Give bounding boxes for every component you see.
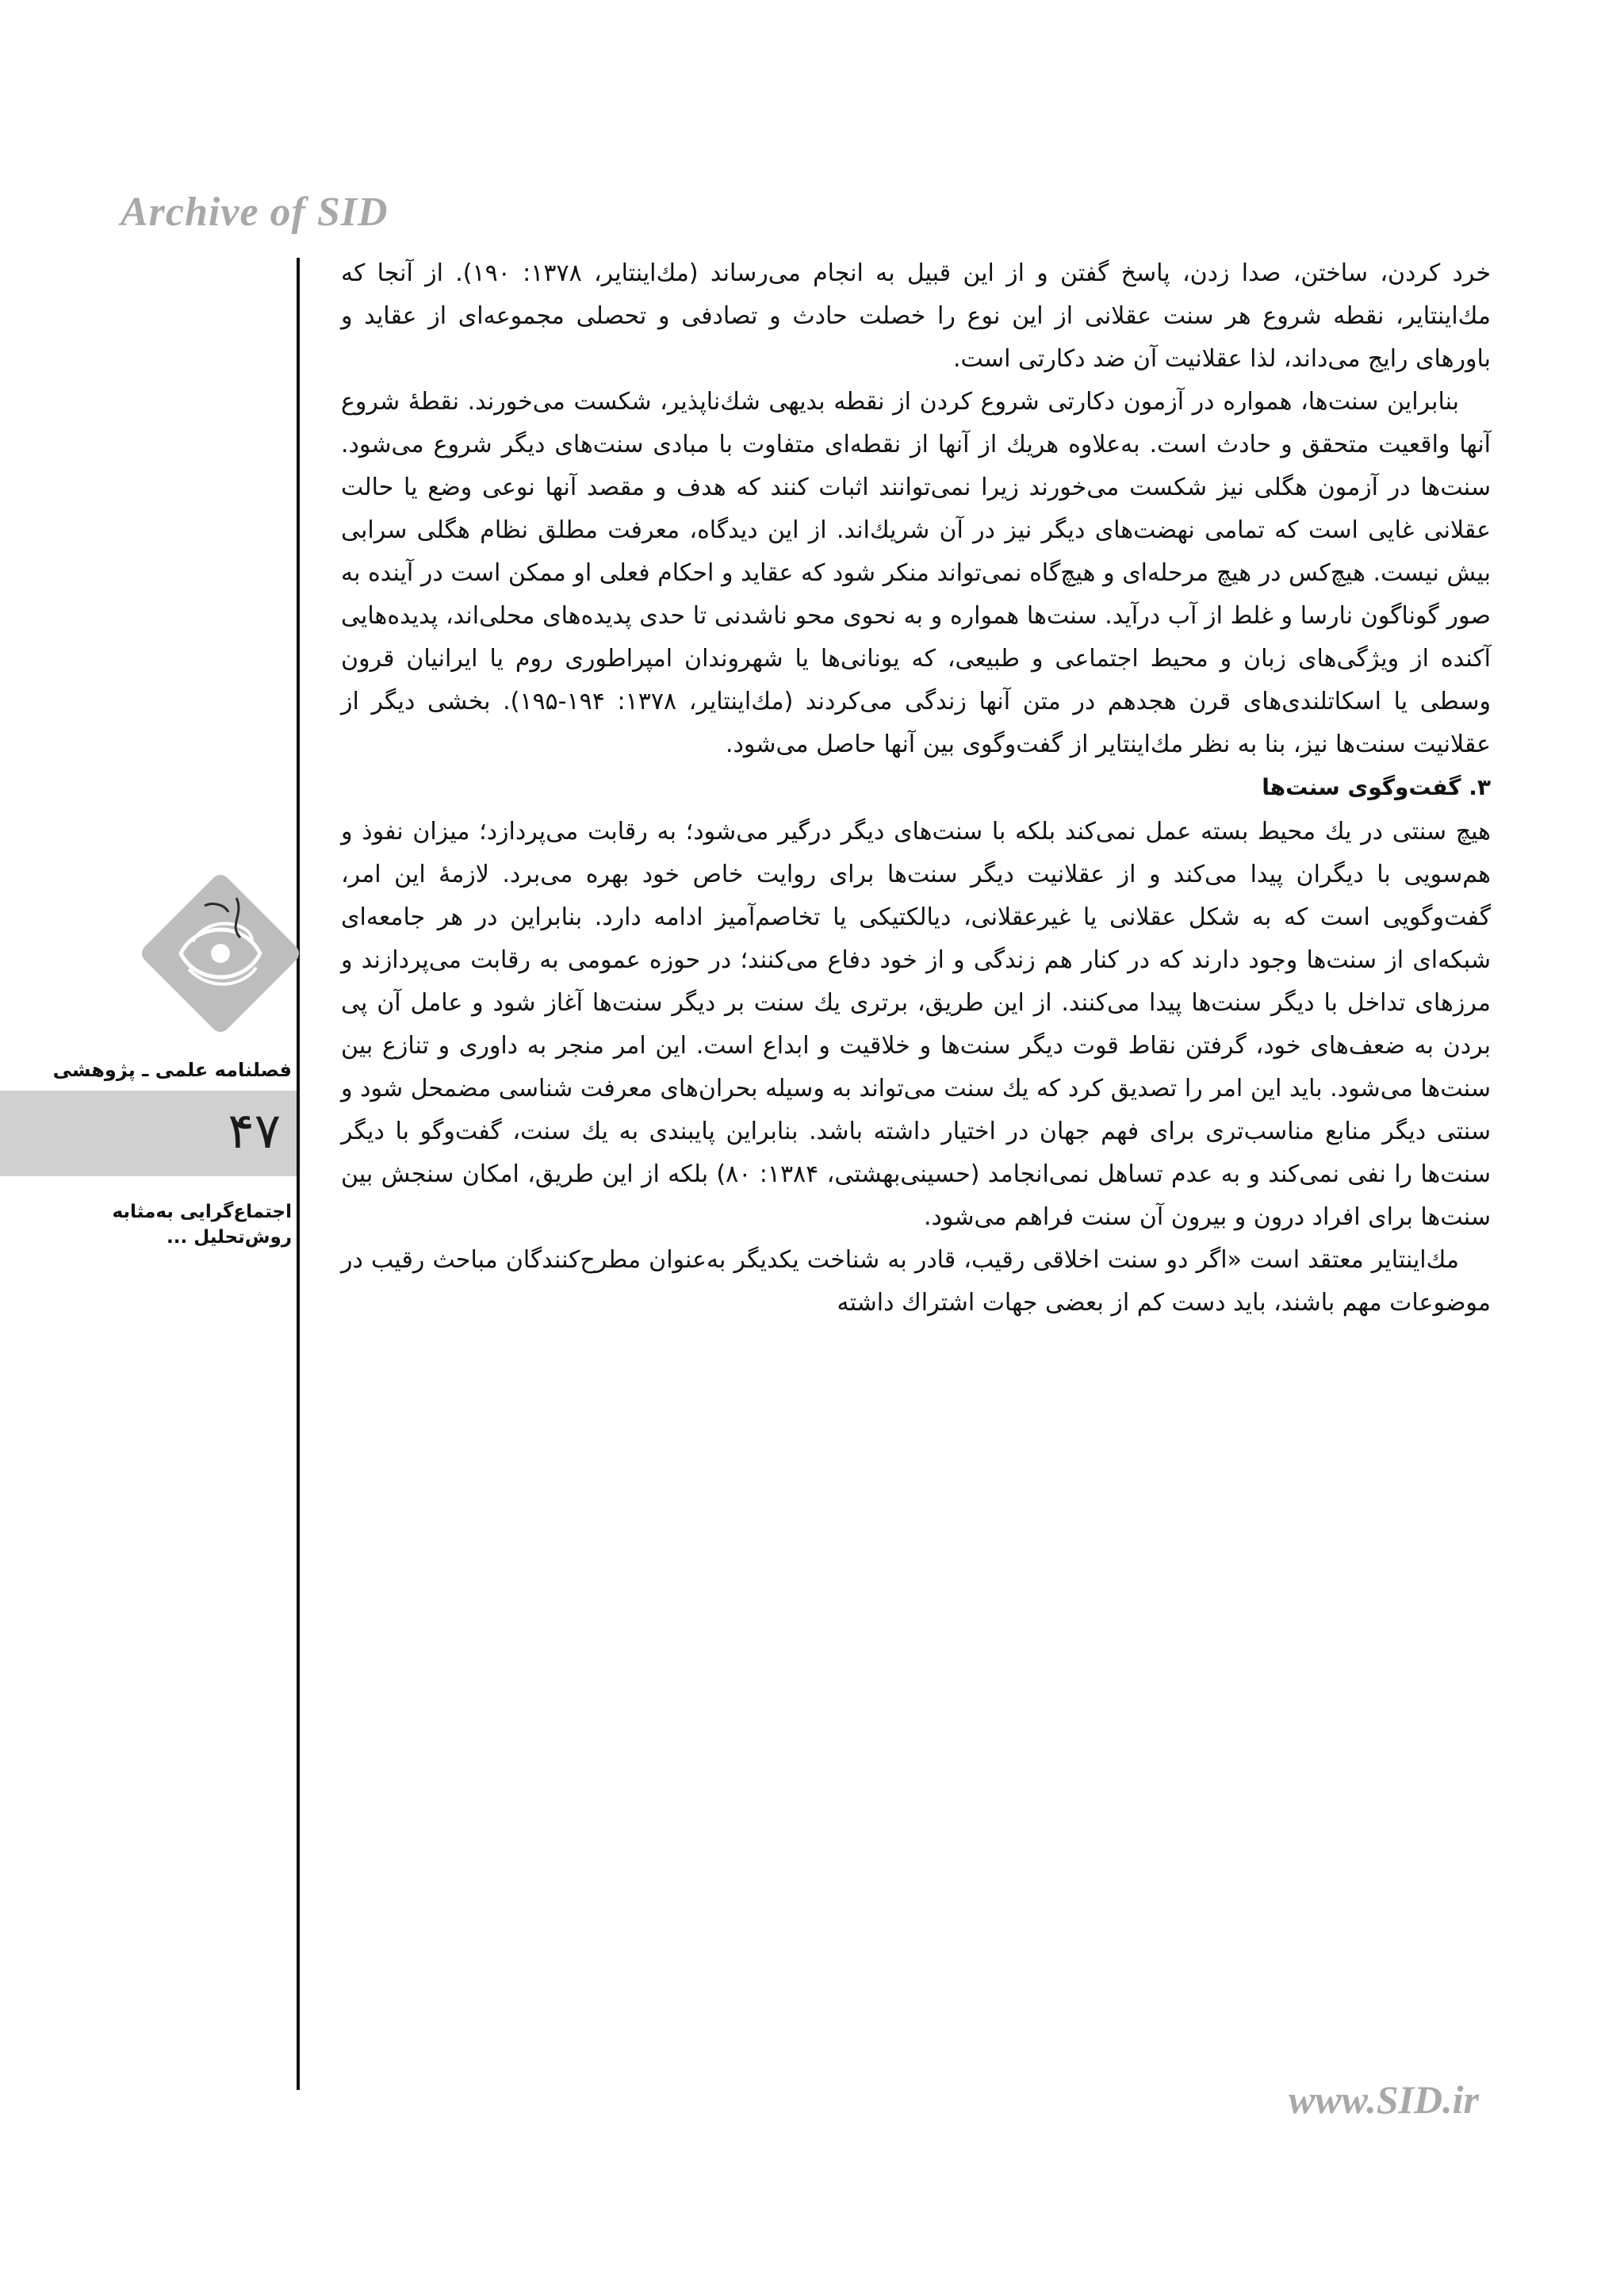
body-text xyxy=(341,252,1491,1325)
page-number: ۴۷ xyxy=(228,1102,281,1160)
paragraph-4: مك‌اینتایر معتقد است «اگر دو سنت اخلاقی رقیب، قادر به شناخت یکدیگر به‌عنوان مطرح‌کنندگان مباحث رقیب در موضوعات مهم باشند، باید دست کم از بعضی جهات اشتراك داشته xyxy=(341,1246,1491,1317)
column-divider xyxy=(297,258,300,2090)
journal-label xyxy=(0,1059,297,1081)
paragraph-2: بنابراین سنت‌ها، همواره در آزمون دکارتی شروع کردن از نقطه بدیهی شك‌ناپذیر، شکست می‌خورند. نقطهٔ شروع آنها واقعیت متحقق و حادث است. به‌علاوه هریك از آنها از نقطه‌ای متفاوت با مبادی سنت‌های دیگر شروع می‌شود. سنت‌ها در آزمون هگلی نیز شکست می‌خورند زیرا نمی‌توانند اثبات کنند که هدف و مقصد آنها نوعی وضع یا حالت عقلانی غایی است که تمامی نهضت‌های دیگر نیز در آن شریك‌اند. از این دیدگاه، معرفت مطلق نظام هگلی سرابی بیش نیست. هیچ‌کس در هیچ مرحله‌ای و هیچ‌گاه نمی‌تواند منکر شود که عقاید و احکام فعلی او ممکن است در آینده به صور گوناگون نارسا و غلط از آب درآید. سنت‌ها همواره و به نحوی محو ناشدنی تا حدی پدیده‌های محلی‌اند، پدیده‌هایی آکنده از ویژگی‌های زبان و محیط اجتماعی و طبیعی، که یونانی‌ها یا شهروندان امپراطوری روم یا ایرانیان قرون وسطی یا اسکاتلندی‌های قرن هجدهم در متن آنها زندگی می‌کردند (مك‌اینتایر، ۱۳۷۸: ۱۹۴-۱۹۵). بخشی دیگر از عقلانیت سنت‌ها نیز، بنا به نظر مك‌اینتایر از گفت‌وگوی بین آنها حاصل می‌شود. xyxy=(341,388,1491,758)
page-number-box xyxy=(0,1091,297,1176)
section-heading: ۳. گفت‌وگوی سنت‌ها xyxy=(1262,774,1491,800)
paragraph-3: هیچ سنتی در یك محیط بسته عمل نمی‌کند بلکه با سنت‌های دیگر درگیر می‌شود؛ به رقابت می‌پردازد؛ میزان نفوذ و هم‌سویی با دیگران پیدا می‌کند و از عقلانیت دیگر سنت‌ها برای روایت خاص خود بهره می‌برد. لازمهٔ این امر، گفت‌وگویی است که به شکل عقلانی یا غیرعقلانی، دیالکتیکی یا تخاصم‌آمیز ادامه دارد. بنابراین در هر جامعه‌ای شبکه‌ای از سنت‌ها وجود دارند که در کنار هم زندگی و از خود دفاع می‌کنند؛ در حوزه عمومی به رقابت می‌پردازند و مرزهای تداخل با دیگر سنت‌ها پیدا می‌کنند. از این طریق، برتری یك سنت بر دیگر سنت‌ها آغاز شود و عامل آن پی بردن به ضعف‌های خود، گرفتن نقاط قوت دیگر سنت‌ها و خلاقیت و ابداع است. این امر منجر به داوری و تنازع بین سنت‌ها می‌شود. باید این امر را تصدیق کرد که یك سنت می‌تواند به وسیله بحران‌های معرفت شناسی مضمحل شود و سنتی دیگر منابع مناسب‌تری برای فهم جهان در اختیار داشته باشد. بنابراین پایبندی به یك سنت، گفت‌وگو با دیگر سنت‌ها را نفی نمی‌کند و به عدم تساهل نمی‌انجامد (حسینی‌بهشتی، ۱۳۸۴: ۸۰) بلکه از این طریق، امکان سنجش بین سنت‌ها برای افراد درون و بیرون آن سنت فراهم می‌شود. xyxy=(341,818,1491,1231)
running-title-line-2: روش‌تحلیل ... xyxy=(166,1227,292,1248)
site-watermark: www.SID.ir xyxy=(1289,2077,1479,2122)
journal-emblem-icon xyxy=(133,866,308,1041)
archive-watermark: Archive of SID xyxy=(121,190,389,235)
running-title xyxy=(0,1199,292,1250)
running-title-line-1: اجتماع‌گرایی به‌مثابه xyxy=(112,1202,292,1222)
paragraph-1: خرد کردن، ساختن، صدا زدن، پاسخ گفتن و از این قبیل به انجام می‌رساند (مك‌اینتایر، ۱۳۷۸: ۱۹۰). از آنجا که مك‌اینتایر، نقطه شروع هر سنت عقلانی از این نوع را خصلت حادث و تصادفی و تحصلی مجموعه‌ای از عقاید و باورهای رایج می‌داند، لذا عقلانیت آن ضد دکارتی است. xyxy=(341,259,1491,373)
journal-name: فصلنامه علمی ـ پژوهشی xyxy=(52,1059,292,1081)
